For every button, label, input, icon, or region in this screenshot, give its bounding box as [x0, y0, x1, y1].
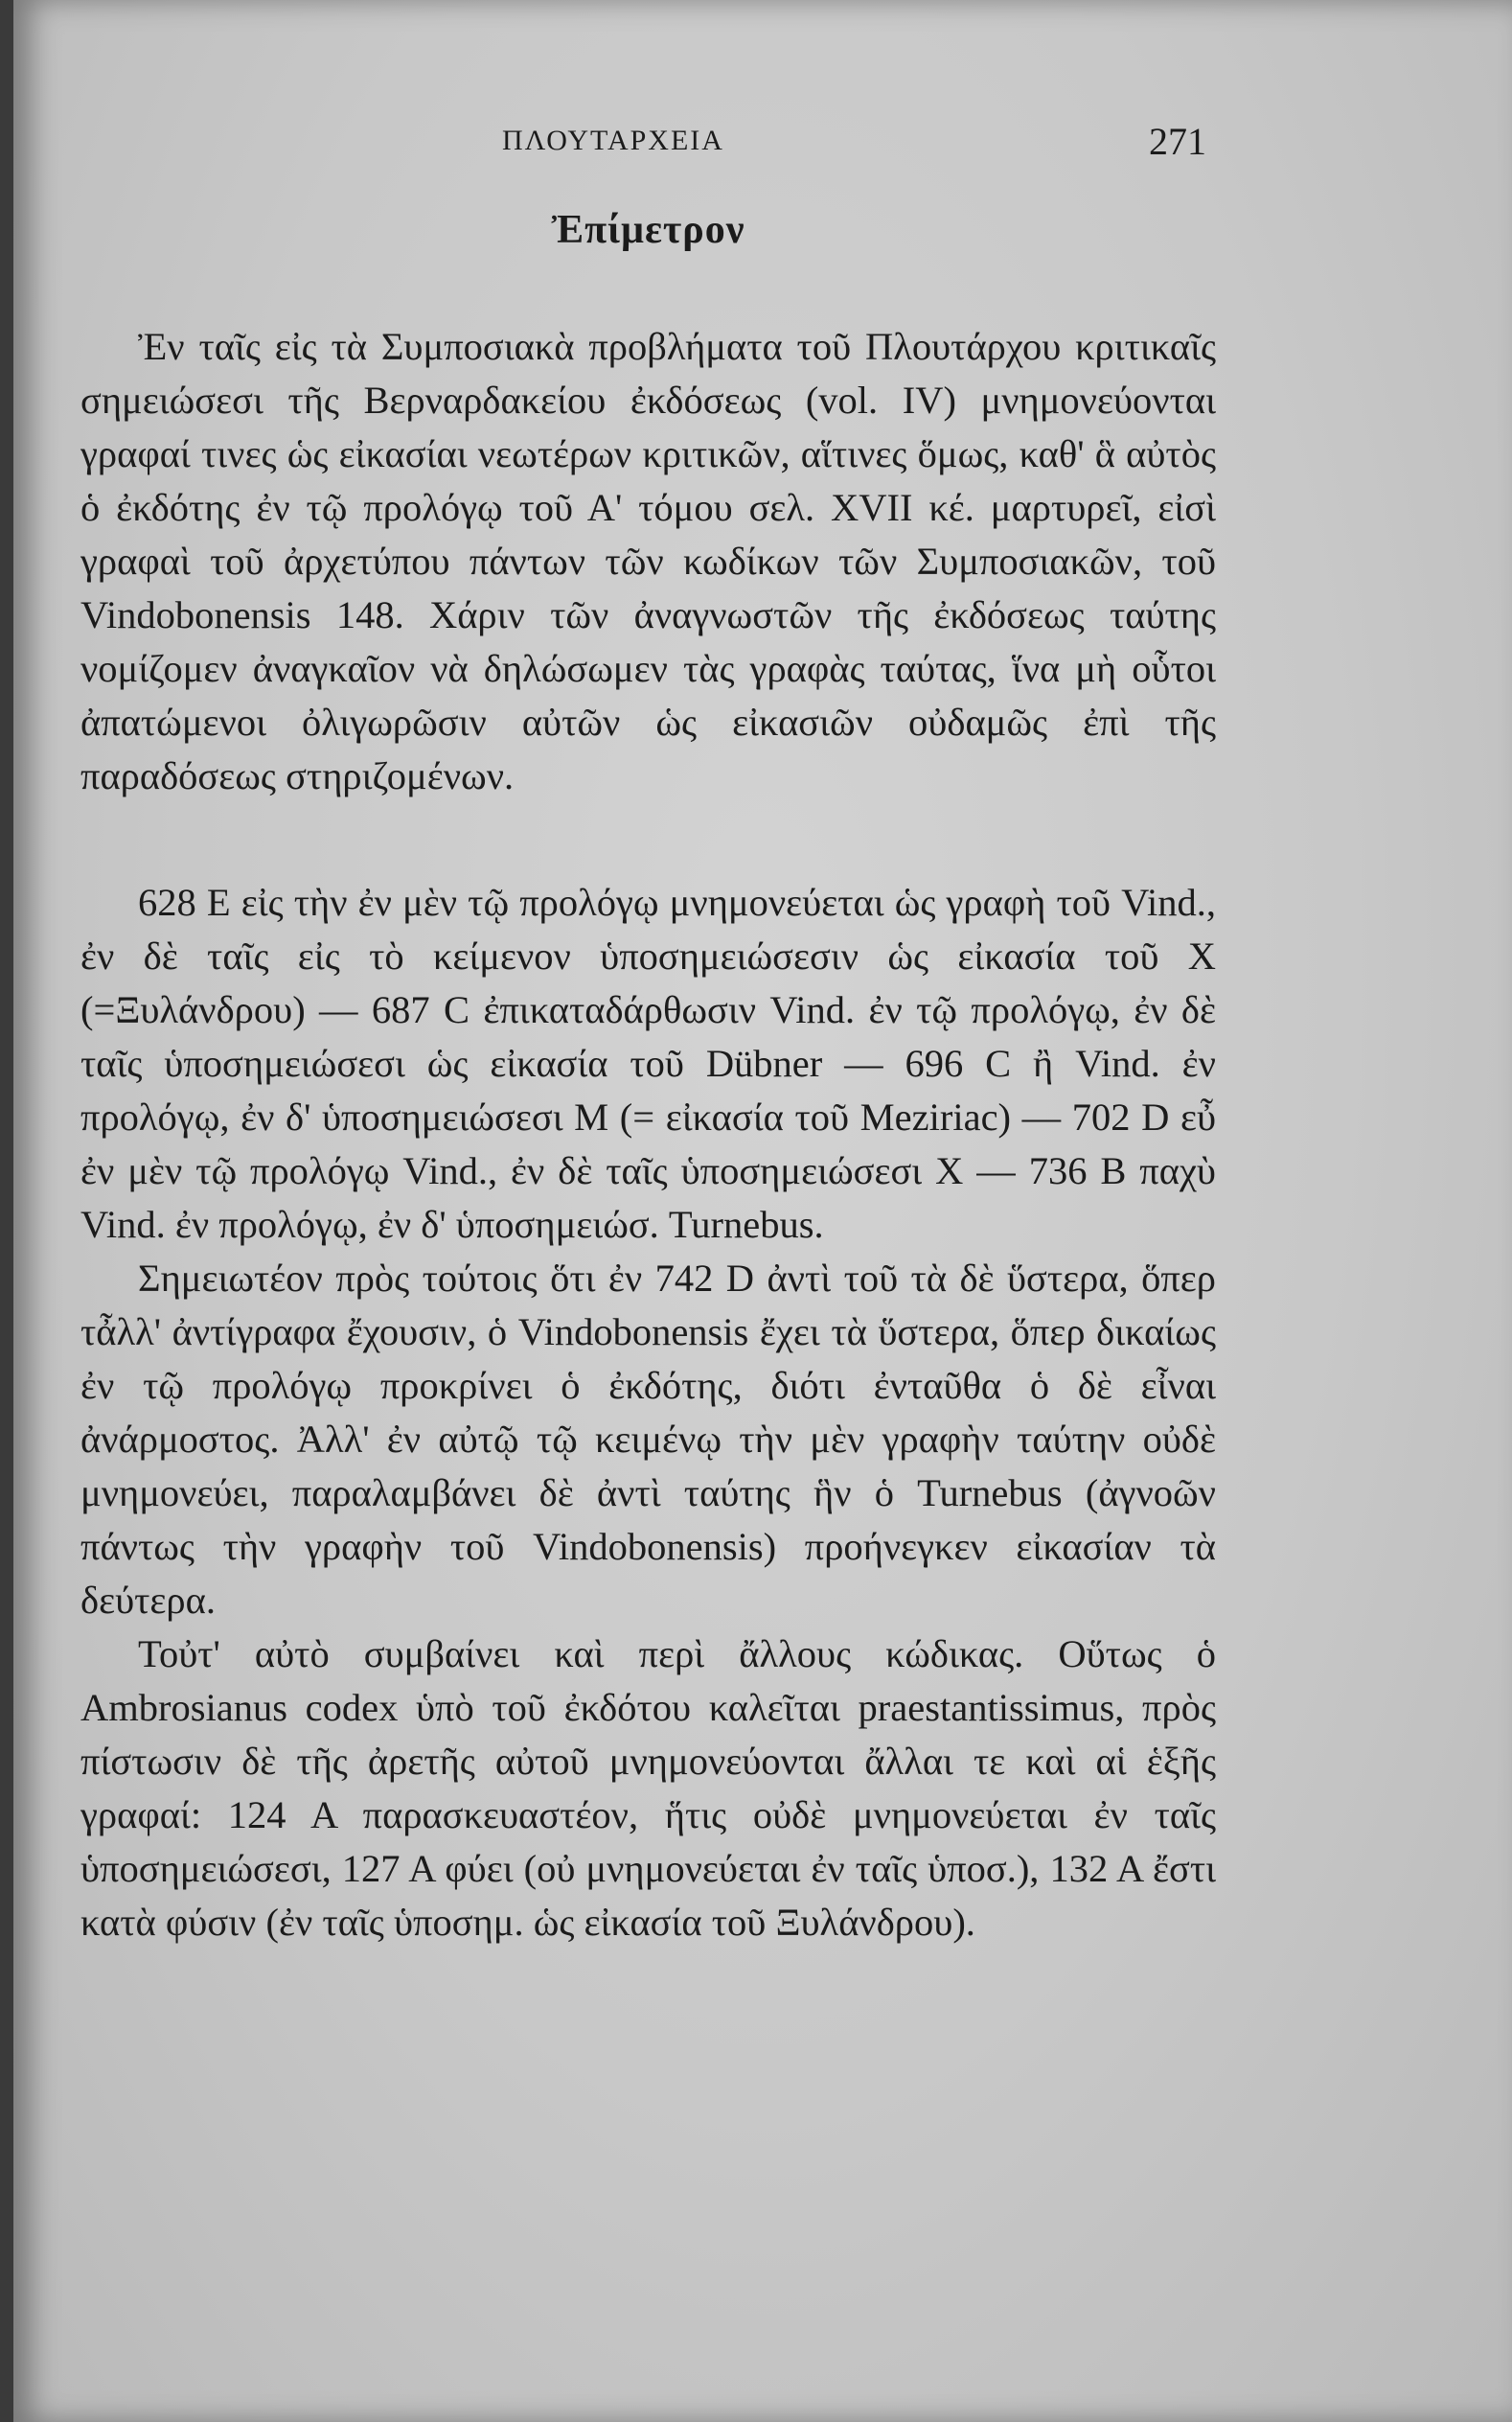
paragraph-gap [80, 803, 1216, 876]
book-page [13, 0, 1512, 2422]
page-number: 271 [1149, 120, 1206, 163]
running-head [80, 105, 1216, 173]
paragraph-4: Τοὐτ' αὐτὸ συμβαίνει καὶ περὶ ἄλλους κώδικας. Οὕτως ὁ Ambrosianus codex ὑπὸ τοῦ ἐκδότου καλεῖται praestantissimus, πρὸς πίστωσιν δὲ τῆς ἀρετῆς αὐτοῦ μνημονεύονται ἄλλαι τε καὶ αἱ ἑξῆς γραφαί: 124 Α παρασκευαστέον, ἥτις οὐδὲ μνημονεύεται ἐν ταῖς ὑποσημειώσεσι, 127 Α φύει (οὐ μνημονεύεται ἐν ταῖς ὑποσ.), 132 Α ἔστι κατὰ φύσιν (ἐν ταῖς ὑποσημ. ὡς εἰκασία τοῦ Ξυλάνδρου). [80, 1632, 1216, 1944]
page-content [80, 105, 1216, 1949]
paragraph-3: Σημειωτέον πρὸς τούτοις ὅτι ἐν 742 D ἀντὶ τοῦ τὰ δὲ ὕστερα, ὅπερ τἆλλ' ἀντίγραφα ἔχουσιν, ὁ Vindobonensis ἔχει τὰ ὕστερα, ὅπερ δικαίως ἐν τῷ προλόγῳ προκρίνει ὁ ἐκδότης, διότι ἐνταῦθα ὁ δὲ εἶναι ἀνάρμοστος. Ἀλλ' ἐν αὐτῷ τῷ κειμένῳ τὴν μὲν γραφὴν ταύτην οὐδὲ μνημονεύει, παραλαμβάνει δὲ ἀντὶ ταύτης ἣν ὁ Turnebus (ἀγνοῶν πάντως τὴν γραφὴν τοῦ Vindobonensis) προήνεγκεν εἰκασίαν τὰ δεύτερα. [80, 1257, 1216, 1622]
paragraph-2: 628 Ε εἰς τὴν ἐν μὲν τῷ προλόγῳ μνημονεύεται ὡς γραφὴ τοῦ Vind., ἐν δὲ ταῖς εἰς τὸ κείμενον ὑποσημειώσεσιν ὡς εἰκασία τοῦ X (=Ξυλάνδρου) — 687 C ἐπικαταδάρθωσιν Vind. ἐν τῷ προλόγῳ, ἐν δὲ ταῖς ὑποσημειώσεσι ὡς εἰκασία τοῦ Dübner — 696 C ἢ Vind. ἐν προλόγῳ, ἐν δ' ὑποσημειώσεσι M (= εἰκασία τοῦ Meziriac) — 702 D εὖ ἐν μὲν τῷ προλόγῳ Vind., ἐν δὲ ταῖς ὑποσημειώσεσι X — 736 B παχὺ Vind. ἐν προλόγῳ, ἐν δ' ὑποσημειώσ. Turnebus. [80, 881, 1216, 1246]
paragraph-1: Ἐν ταῖς εἰς τὰ Συμποσιακὰ προβλήματα τοῦ Πλουτάρχου κριτικαῖς σημειώσεσι τῆς Βερναρδακείου ἐκδόσεως (vol. IV) μνημονεύονται γραφαί τινες ὡς εἰκασίαι νεωτέρων κριτικῶν, αἵτινες ὅμως, καθ' ἃ αὐτὸς ὁ ἐκδότης ἐν τῷ προλόγῳ τοῦ Α' τόμου σελ. XVII κέ. μαρτυρεῖ, εἰσὶ γραφαὶ τοῦ ἀρχετύπου πάντων τῶν κωδίκων τῶν Συμποσιακῶν, τοῦ Vindobonensis 148. Χάριν τῶν ἀναγνωστῶν τῆς ἐκδόσεως ταύτης νομίζομεν ἀναγκαῖον νὰ δηλώσωμεν τὰς γραφὰς ταύτας, ἵνα μὴ οὗτοι ἀπατώμενοι ὀλιγωρῶσιν αὐτῶν ὡς εἰκασιῶν οὐδαμῶς ἐπὶ τῆς παραδόσεως στηριζομένων. [80, 325, 1216, 797]
running-title: ΠΛΟΥΤΑΡΧΕΙΑ [502, 125, 724, 156]
section-heading: Ἐπίμετρον [551, 208, 745, 252]
